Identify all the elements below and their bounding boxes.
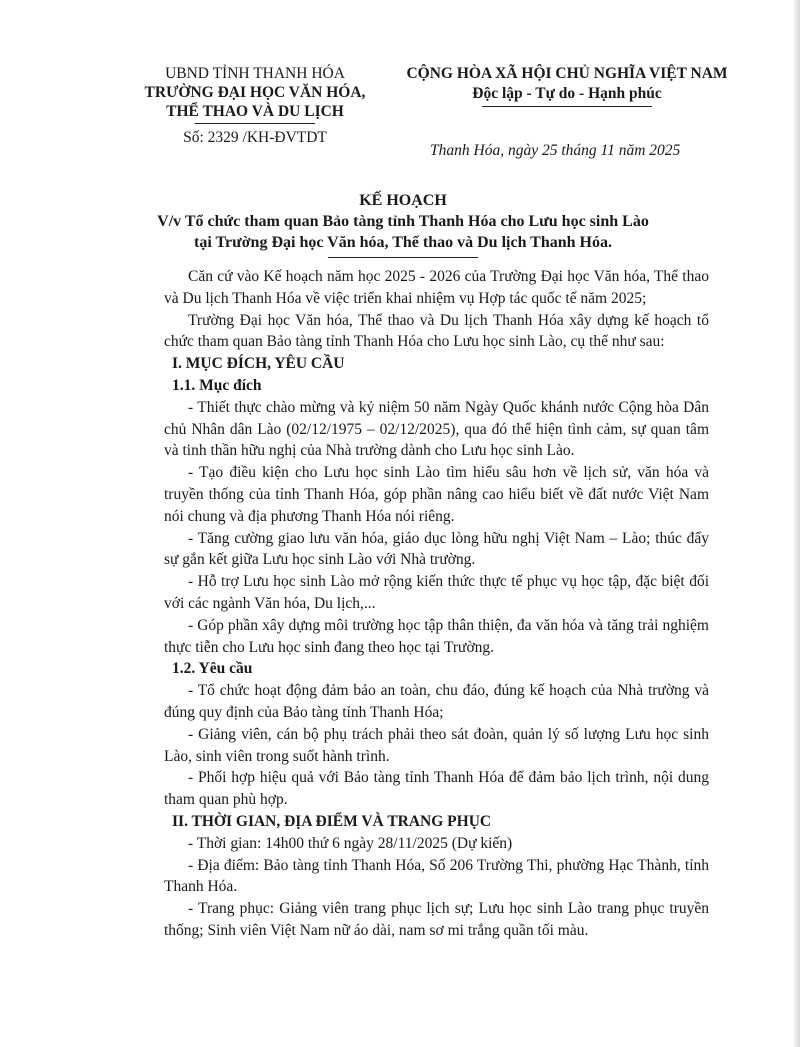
document-type-heading: KẾ HOẠCH [359,192,447,209]
page-edge-shadow [794,0,800,1047]
document-title-block [108,190,698,258]
subject-line-2: tại Trường Đại học Văn hóa, Thể thao và Du lịch Thanh Hóa. [194,234,612,251]
paragraph: - Tổ chức hoạt động đảm bảo an toàn, chu đáo, đúng kế hoạch của Nhà trường và đúng quy định của Bảo tàng tỉnh Thanh Hóa; [164,682,709,721]
university-name-line1: TRƯỜNG ĐẠI HỌC VĂN HÓA, [144,84,366,101]
university-name-line2: THỂ THAO VÀ DU LỊCH [166,103,344,120]
subject-line-1: V/v Tổ chức tham quan Bảo tàng tỉnh Thanh Hóa cho Lưu học sinh Lào [157,213,649,230]
paragraph: - Tăng cường giao lưu văn hóa, giáo dục lòng hữu nghị Việt Nam – Lào; thúc đẩy sự gắn kết giữa Lưu học sinh Lào với Nhà trường. [164,529,709,569]
paragraph: - Trang phục: Giảng viên trang phục lịch sự; Lưu học sinh Lào trang phục truyền thống; Sinh viên Việt Nam nữ áo dài, nam sơ mi trắng quần tối màu. [164,900,709,939]
national-motto: Độc lập - Tự do - Hạnh phúc [472,85,662,102]
document-date: Thanh Hóa, ngày 25 tháng 11 năm 2025 [430,142,681,159]
title-underline [328,257,478,258]
paragraph: - Tạo điều kiện cho Lưu học sinh Lào tìm hiểu sâu hơn về lịch sử, văn hóa và truyền thống của tỉnh Thanh Hóa, góp phần nâng cao hiểu biết về đất nước Việt Nam nói chung và địa phương Thanh Hóa nói riêng. [164,464,709,525]
section-heading: II. THỜI GIAN, ĐỊA ĐIỂM VÀ TRANG PHỤC [172,812,492,830]
authority-underline [195,123,315,124]
nation-name: CỘNG HÒA XÃ HỘI CHỦ NGHĨA VIỆT NAM [406,65,728,82]
document-number: Số: 2329 /KH-ĐVTDT [183,129,327,146]
subsection-heading: 1.2. Yêu cầu [172,660,253,678]
national-title-block [384,64,750,107]
paragraph: - Địa điểm: Bảo tàng tỉnh Thanh Hóa, Số 206 Trường Thi, phường Hạc Thành, tỉnh Thanh Hóa. [164,856,709,896]
subsection-heading: 1.1. Mục đích [172,376,262,394]
paragraph: Trường Đại học Văn hóa, Thể thao và Du lịch Thanh Hóa xây dựng kế hoạch tổ chức tham quan Bảo tàng tỉnh Thanh Hóa cho Lưu học sinh Lào, cụ thể như sau: [164,311,709,351]
paragraph: - Hỗ trợ Lưu học sinh Lào mở rộng kiến thức thực tế phục vụ học tập, đặc biệt đối với các ngành Văn hóa, Du lịch,... [164,573,709,612]
paragraph: Căn cứ vào Kế hoạch năm học 2025 - 2026 của Trường Đại học Văn hóa, Thể thao và Du lịch Thanh Hóa về việc triển khai nhiệm vụ Hợp tác quốc tế năm 2025; [164,268,709,307]
document-body [164,266,709,942]
section-heading: I. MỤC ĐÍCH, YÊU CẦU [172,355,345,373]
paragraph: - Phối hợp hiệu quả với Bảo tàng tỉnh Thanh Hóa để đảm bảo lịch trình, nội dung tham quan phù hợp. [164,769,709,809]
issuing-authority-block [108,64,402,147]
paragraph: - Thời gian: 14h00 thứ 6 ngày 28/11/2025 (Dự kiến) [188,834,513,852]
motto-underline [482,106,652,107]
paragraph: - Giảng viên, cán bộ phụ trách phải theo sát đoàn, quản lý số lượng Lưu học sinh Lào, sinh viên trong suốt hành trình. [164,725,709,765]
paragraph: - Góp phần xây dựng môi trường học tập thân thiện, đa văn hóa và tăng trải nghiệm thực tiễn cho Lưu học sinh đang theo học tại Trường. [164,616,709,656]
paragraph: - Thiết thực chào mừng và kỷ niệm 50 năm Ngày Quốc khánh nước Cộng hòa Dân chủ Nhân dân Lào (02/12/1975 – 02/12/2025), qua đó thể hiện tình cảm, sự quan tâm và tinh thần hữu nghị của Nhà trường dành cho Lưu học sinh Lào. [164,398,709,460]
authority-name: UBND TỈNH THANH HÓA [165,65,345,82]
